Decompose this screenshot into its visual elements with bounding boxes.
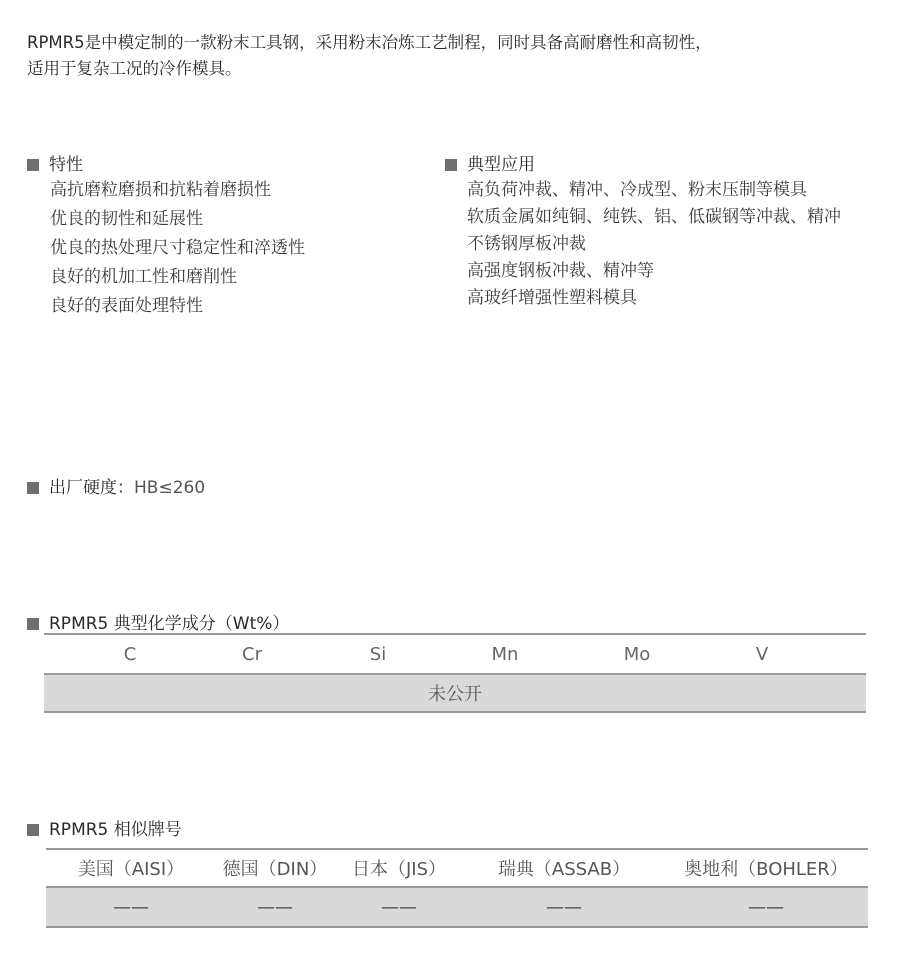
table-row xyxy=(44,674,866,712)
square-bullet-icon xyxy=(27,482,39,494)
column-header-mn: Mn xyxy=(468,634,542,674)
column-header-cr: Cr xyxy=(216,634,288,674)
similar-grades-table xyxy=(46,848,868,928)
list-item: 高强度钢板冲裁、精冲等 xyxy=(467,261,654,281)
applications-heading xyxy=(445,150,535,175)
column-header-japan: 日本（JIS） xyxy=(334,849,464,887)
list-item: 优良的韧性和延展性 xyxy=(50,209,203,229)
composition-table xyxy=(44,633,866,713)
value-sweden: —— xyxy=(464,887,664,927)
list-item: 高抗磨粒磨损和抗粘着磨损性 xyxy=(50,180,271,200)
spacer-cell xyxy=(792,634,866,674)
composition-value: 未公开 xyxy=(44,674,866,712)
column-header-sweden: 瑞典（ASSAB） xyxy=(464,849,664,887)
square-bullet-icon xyxy=(445,159,457,171)
column-header-v: V xyxy=(732,634,792,674)
applications-list xyxy=(467,177,841,312)
intro-line-1: RPMR5是中模定制的一款粉末工具钢，采用粉末冶炼工艺制程，同时具备高耐磨性和高韧性， xyxy=(27,33,712,52)
hardness-line xyxy=(27,473,205,498)
list-item: 良好的表面处理特性 xyxy=(50,296,203,316)
value-usa: —— xyxy=(46,887,216,927)
composition-heading xyxy=(27,609,289,634)
square-bullet-icon xyxy=(27,618,39,630)
composition-title: RPMR5 典型化学成分（Wt%） xyxy=(49,614,290,634)
table-row xyxy=(46,887,868,927)
intro-line-2: 适用于复杂工况的冷作模具。 xyxy=(27,59,242,78)
features-heading xyxy=(27,150,83,175)
intro-paragraph xyxy=(27,30,712,82)
value-austria: —— xyxy=(664,887,868,927)
column-header-austria: 奥地利（BOHLER） xyxy=(664,849,868,887)
similar-title: RPMR5 相似牌号 xyxy=(49,820,182,840)
similar-heading xyxy=(27,815,182,840)
column-header-c: C xyxy=(44,634,216,674)
list-item: 高玻纤增强性塑料模具 xyxy=(467,288,637,308)
list-item: 高负荷冲裁、精冲、冷成型、粉末压制等模具 xyxy=(467,180,807,200)
column-header-mo: Mo xyxy=(542,634,732,674)
column-header-usa: 美国（AISI） xyxy=(46,849,216,887)
features-title: 特性 xyxy=(49,155,83,175)
table-header-row xyxy=(46,849,868,887)
table-header-row xyxy=(44,634,866,674)
square-bullet-icon xyxy=(27,824,39,836)
hardness-label: 出厂硬度： xyxy=(49,478,134,498)
value-japan: —— xyxy=(334,887,464,927)
list-item: 软质金属如纯铜、纯铁、铝、低碳钢等冲裁、精冲 xyxy=(467,207,841,227)
column-header-si: Si xyxy=(288,634,468,674)
list-item: 不锈钢厚板冲裁 xyxy=(467,234,586,254)
hardness-value: HB≤260 xyxy=(134,478,206,498)
features-list xyxy=(50,176,305,321)
list-item: 优良的热处理尺寸稳定性和淬透性 xyxy=(50,238,305,258)
value-germany: —— xyxy=(216,887,334,927)
applications-title: 典型应用 xyxy=(467,155,535,175)
square-bullet-icon xyxy=(27,159,39,171)
list-item: 良好的机加工性和磨削性 xyxy=(50,267,237,287)
column-header-germany: 德国（DIN） xyxy=(216,849,334,887)
